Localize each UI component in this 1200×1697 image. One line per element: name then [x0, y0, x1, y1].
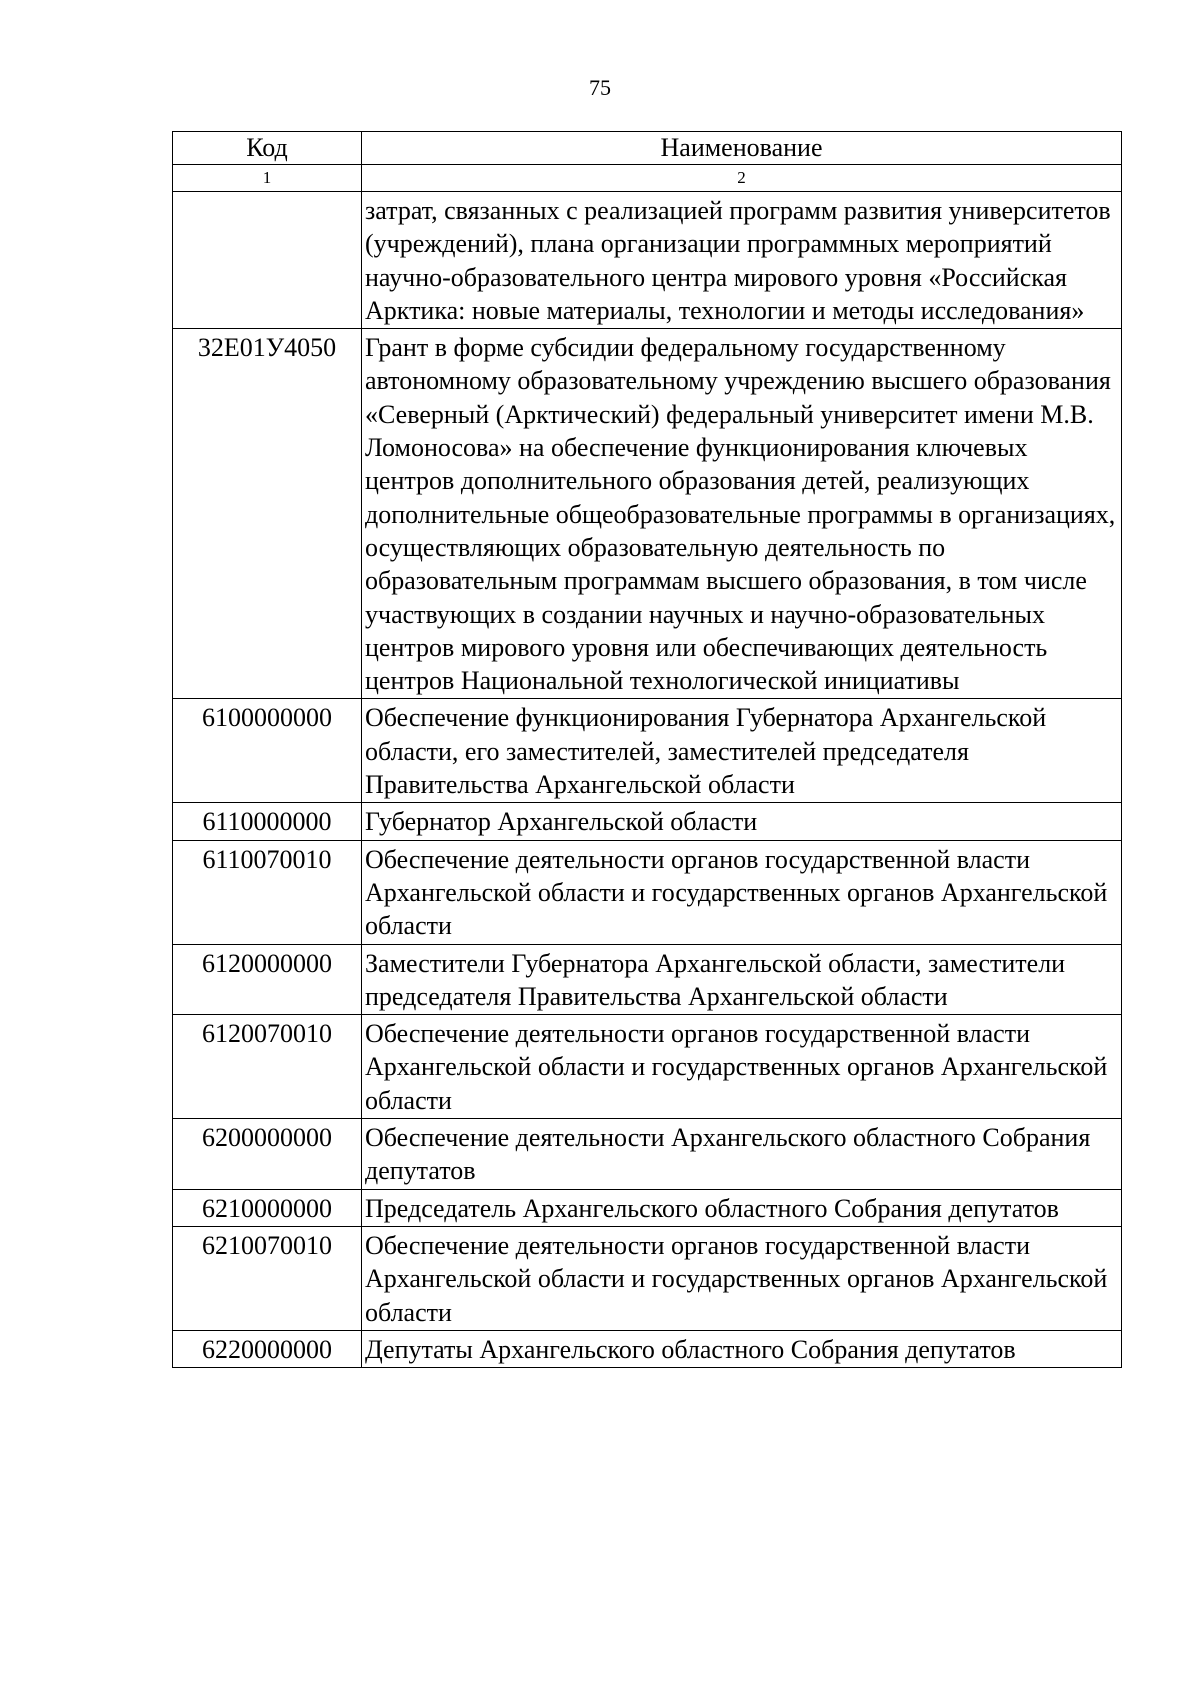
row-code: 6110070010	[173, 840, 362, 944]
row-name: Грант в форме субсидии федеральному государственному автономному образовательному учреждению высшего образования «Северный (Арктический) федеральный университет имени М.В. Ломоносова» на обеспечение функционирования ключевых центров дополнительного образования детей, реализующих дополнительные общеобразовательные программы в организациях, осуществляющих образовательную деятельность по образовательным программам высшего образования, в том числе участвующих в создании научных и научно-образовательных центров мирового уровня или обеспечивающих деятельность центров Национальной технологической инициативы	[362, 329, 1122, 699]
row-name: Депутаты Архангельского областного Собрания депутатов	[362, 1330, 1122, 1367]
table-row	[173, 803, 1122, 840]
table-row	[173, 329, 1122, 699]
table-row	[173, 1015, 1122, 1119]
code-column-header: Код	[173, 132, 362, 165]
row-code: 6110000000	[173, 803, 362, 840]
row-name: Обеспечение функционирования Губернатора Архангельской области, его заместителей, заместителей председателя Правительства Архангельской области	[362, 699, 1122, 803]
row-name: Обеспечение деятельности Архангельского областного Собрания депутатов	[362, 1119, 1122, 1190]
table-row	[173, 1189, 1122, 1226]
row-name: Обеспечение деятельности органов государственной власти Архангельской области и государственных органов Архангельской области	[362, 840, 1122, 944]
table-row	[173, 192, 1122, 329]
row-name: Заместители Губернатора Архангельской области, заместители председателя Правительства Архангельской области	[362, 944, 1122, 1015]
table-row	[173, 1226, 1122, 1330]
name-column-number: 2	[362, 165, 1122, 192]
row-name: затрат, связанных с реализацией программ развития университетов (учреждений), плана организации программных мероприятий научно-образовательного центра мирового уровня «Российская Арктика: новые материалы, технологии и методы исследования»	[362, 192, 1122, 329]
row-name: Губернатор Архангельской области	[362, 803, 1122, 840]
row-code: 6100000000	[173, 699, 362, 803]
row-code: 6200000000	[173, 1119, 362, 1190]
row-code: 32Е01У4050	[173, 329, 362, 699]
row-code	[173, 192, 362, 329]
table-row	[173, 840, 1122, 944]
table-row	[173, 1119, 1122, 1190]
row-name: Председатель Архангельского областного Собрания депутатов	[362, 1189, 1122, 1226]
row-name: Обеспечение деятельности органов государственной власти Архангельской области и государственных органов Архангельской области	[362, 1015, 1122, 1119]
classification-table	[172, 131, 1122, 1368]
row-code: 6120070010	[173, 1015, 362, 1119]
row-name: Обеспечение деятельности органов государственной власти Архангельской области и государственных органов Архангельской области	[362, 1226, 1122, 1330]
table-header-row	[173, 132, 1122, 165]
code-column-number: 1	[173, 165, 362, 192]
row-code: 6210070010	[173, 1226, 362, 1330]
table-row	[173, 944, 1122, 1015]
name-column-header: Наименование	[362, 132, 1122, 165]
row-code: 6220000000	[173, 1330, 362, 1367]
table-row	[173, 699, 1122, 803]
page-number: 75	[589, 75, 611, 100]
column-number-row	[173, 165, 1122, 192]
row-code: 6210000000	[173, 1189, 362, 1226]
row-code: 6120000000	[173, 944, 362, 1015]
table-row	[173, 1330, 1122, 1367]
